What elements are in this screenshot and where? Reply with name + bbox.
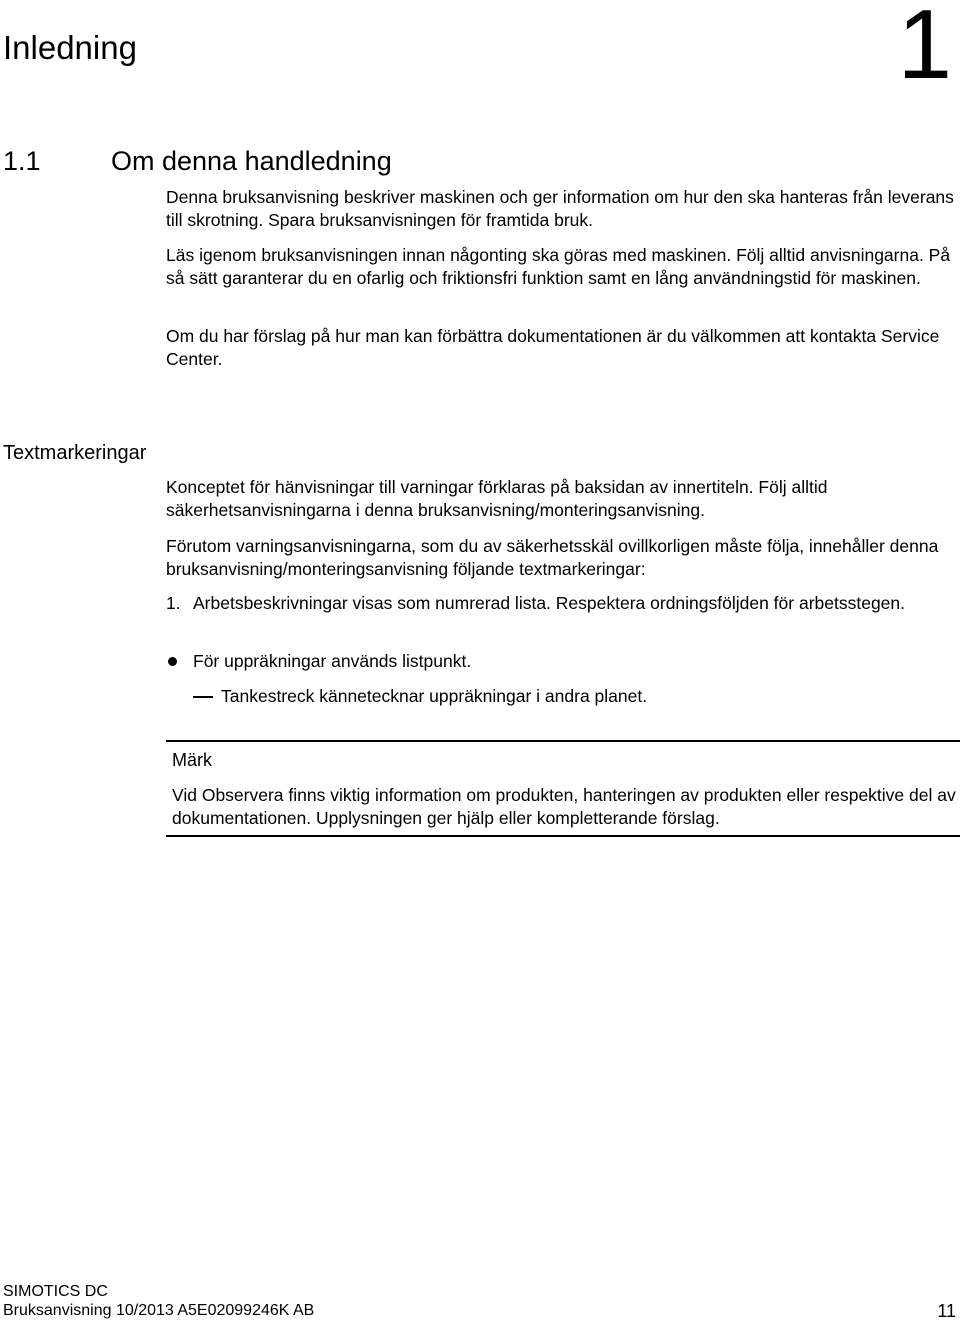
note-top-rule bbox=[166, 740, 960, 742]
bullet-dot-icon bbox=[168, 657, 177, 666]
textmarkeringar-paragraph-1 bbox=[166, 476, 958, 522]
note-heading: Märk bbox=[172, 750, 212, 770]
dash-icon bbox=[193, 696, 213, 698]
section-paragraph-2 bbox=[166, 244, 958, 290]
paragraph-text: Förutom varningsanvisningarna, som du av säkerhetsskäl ovillkorligen måste följa, innehåller denna bruksanvisning/monteringsanvisning följande textmarkeringar: bbox=[166, 536, 939, 579]
section-title: Om denna handledning bbox=[111, 146, 392, 176]
bullet-list-item bbox=[166, 650, 958, 673]
list-number: 1. bbox=[166, 593, 181, 613]
section-paragraph-3 bbox=[166, 325, 958, 371]
footer-document: Bruksanvisning 10/2013 A5E02099246K AB bbox=[3, 1302, 315, 1319]
chapter-number: 1 bbox=[897, 0, 952, 99]
section-paragraph-1 bbox=[166, 186, 958, 232]
dash-list-item bbox=[193, 685, 953, 708]
chapter-title: Inledning bbox=[3, 29, 137, 66]
list-item-text: Tankestreck kännetecknar uppräkningar i andra planet. bbox=[221, 686, 648, 706]
footer-product: SIMOTICS DC bbox=[3, 1283, 108, 1300]
paragraph-text: Om du har förslag på hur man kan förbättra dokumentationen är du välkommen att kontakta Service Center. bbox=[166, 326, 940, 369]
textmarkeringar-paragraph-2 bbox=[166, 535, 958, 581]
paragraph-text: Denna bruksanvisning beskriver maskinen och ger information om hur den ska hanteras från leverans till skrotning. Spara bruksanvisningen för framtida bruk. bbox=[166, 187, 954, 230]
note-text: Vid Observera finns viktig information om produkten, hanteringen av produkten eller respektive del av dokumentationen. Upplysningen ger hjälp eller kompletterande förslag. bbox=[172, 785, 956, 828]
list-item-text: För uppräkningar används listpunkt. bbox=[193, 651, 472, 671]
page-number: 11 bbox=[937, 1301, 956, 1321]
numbered-list-item bbox=[166, 592, 958, 638]
list-item-text: Arbetsbeskrivningar visas som numrerad lista. Respektera ordningsföljden för arbetsstegen. bbox=[193, 593, 906, 613]
textmarkeringar-heading: Textmarkeringar bbox=[3, 442, 147, 464]
note-bottom-rule bbox=[166, 835, 960, 837]
paragraph-text: Konceptet för hänvisningar till varningar förklaras på baksidan av innertiteln. Följ alltid säkerhetsanvisningarna i denna bruksanvisning/monteringsanvisning. bbox=[166, 477, 828, 520]
paragraph-text: Läs igenom bruksanvisningen innan någonting ska göras med maskinen. Följ alltid anvisningarna. På så sätt garanterar du en ofarlig och friktionsfri funktion samt en lång användningstid för maskinen. bbox=[166, 245, 951, 288]
section-number: 1.1 bbox=[3, 146, 41, 176]
section-heading bbox=[3, 143, 392, 179]
